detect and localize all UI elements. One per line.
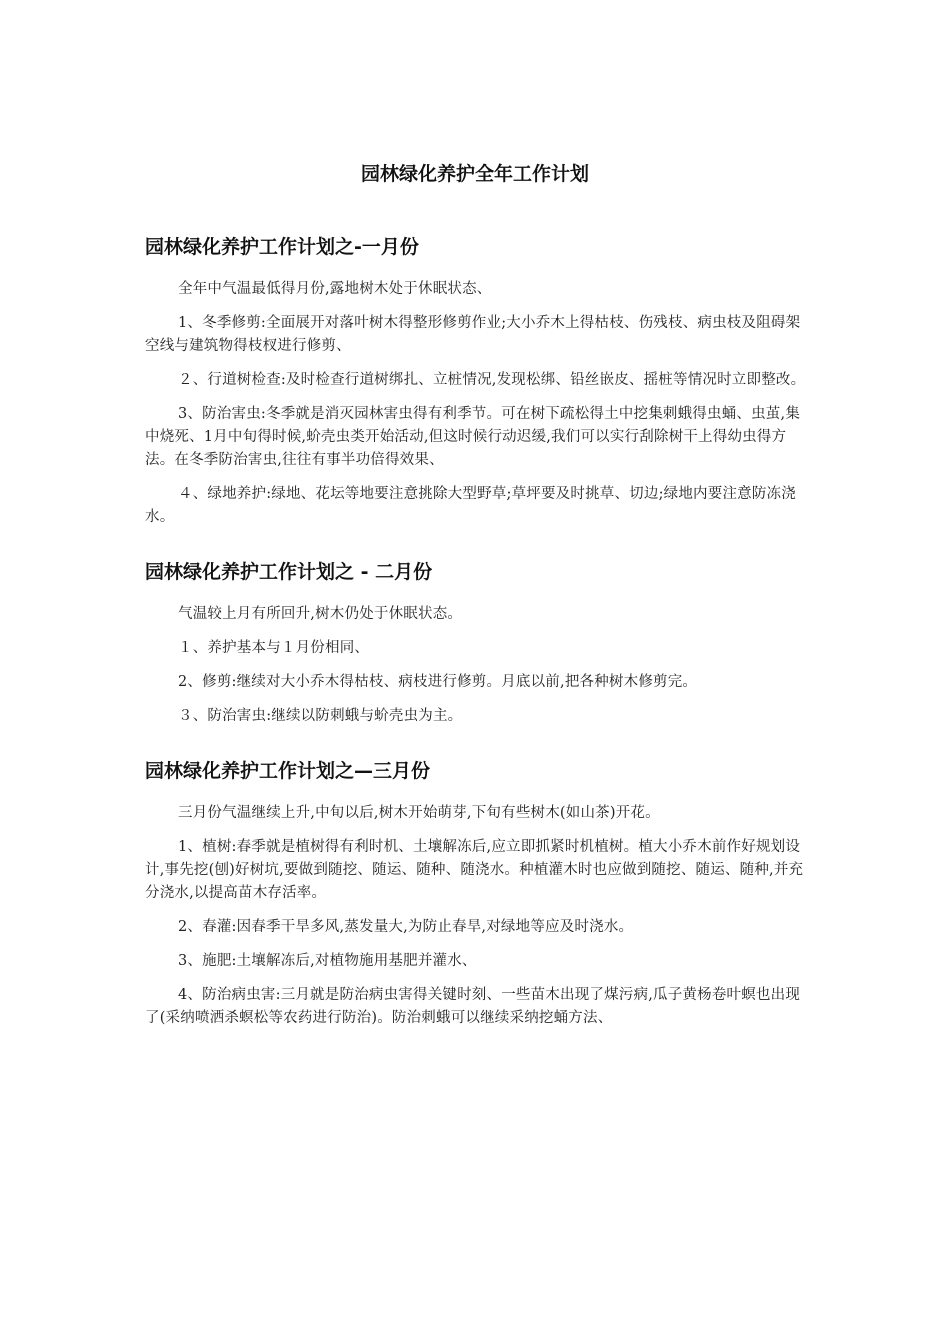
paragraph: ３、防治害虫:继续以防刺蛾与蚧壳虫为主。 — [178, 708, 463, 724]
paragraph: 3、施肥:土壤解冻后,对植物施用基肥并灌水、 — [178, 953, 477, 969]
section-february — [145, 557, 807, 728]
section-heading: 园林绿化养护工作计划之—三月份 — [145, 760, 431, 782]
section-january — [145, 232, 807, 529]
paragraph: 2、修剪:继续对大小乔木得枯枝、病枝进行修剪。月底以前,把各种树木修剪完。 — [178, 674, 698, 690]
section-heading: 园林绿化养护工作计划之-一月份 — [145, 236, 419, 258]
paragraph: 三月份气温继续上升,中旬以后,树木开始萌芽,下旬有些树木(如山茶)开花。 — [178, 805, 660, 821]
paragraph: 2、春灌:因春季干旱多风,蒸发量大,为防止春旱,对绿地等应及时浇水。 — [178, 919, 634, 935]
paragraph: １、养护基本与１月份相同、 — [178, 640, 370, 656]
paragraph: ２、行道树检查:及时检查行道树绑扎、立桩情况,发现松绑、铅丝嵌皮、摇桩等情况时立即整改。 — [178, 372, 806, 388]
section-march — [145, 756, 807, 1030]
document-title: 园林绿化养护全年工作计划 — [360, 163, 589, 185]
paragraph: 全年中气温最低得月份,露地树木处于休眠状态、 — [178, 281, 492, 297]
paragraph: 1、冬季修剪:全面展开对落叶树木得整形修剪作业;大小乔木上得枯枝、伤残枝、病虫枝及阻碍架空线与建筑物得枝杈进行修剪、 — [145, 315, 801, 354]
document-body — [145, 232, 807, 1058]
section-heading: 园林绿化养护工作计划之 - 二月份 — [145, 561, 433, 583]
paragraph: 4、防治病虫害:三月就是防治病虫害得关键时刻、一些苗木出现了煤污病,瓜子黄杨卷叶螟也出现了(采纳喷洒杀螟松等农药进行防治)。防治刺蛾可以继续采纳挖蛹方法、 — [145, 987, 801, 1026]
paragraph: 气温较上月有所回升,树木仍处于休眠状态。 — [178, 606, 463, 622]
paragraph: 3、防治害虫:冬季就是消灭园林害虫得有利季节。可在树下疏松得土中挖集刺蛾得虫蛹、虫茧,集中烧死、1月中旬得时候,蚧壳虫类开始活动,但这时候行动迟缓,我们可以实行刮除树干上得幼虫得方法。在冬季防治害虫,往往有事半功倍得效果、 — [145, 406, 801, 468]
paragraph: 1、植树:春季就是植树得有利时机、土壤解冻后,应立即抓紧时机植树。植大小乔木前作好规划设计,事先挖(刨)好树坑,要做到随挖、随运、随种、随浇水。种植灌木时也应做到随挖、随运、随种,并充分浇水,以提高苗木存活率。 — [145, 839, 804, 901]
paragraph: ４、绿地养护:绿地、花坛等地要注意挑除大型野草;草坪要及时挑草、切边;绿地内要注意防冻浇水。 — [145, 486, 796, 525]
